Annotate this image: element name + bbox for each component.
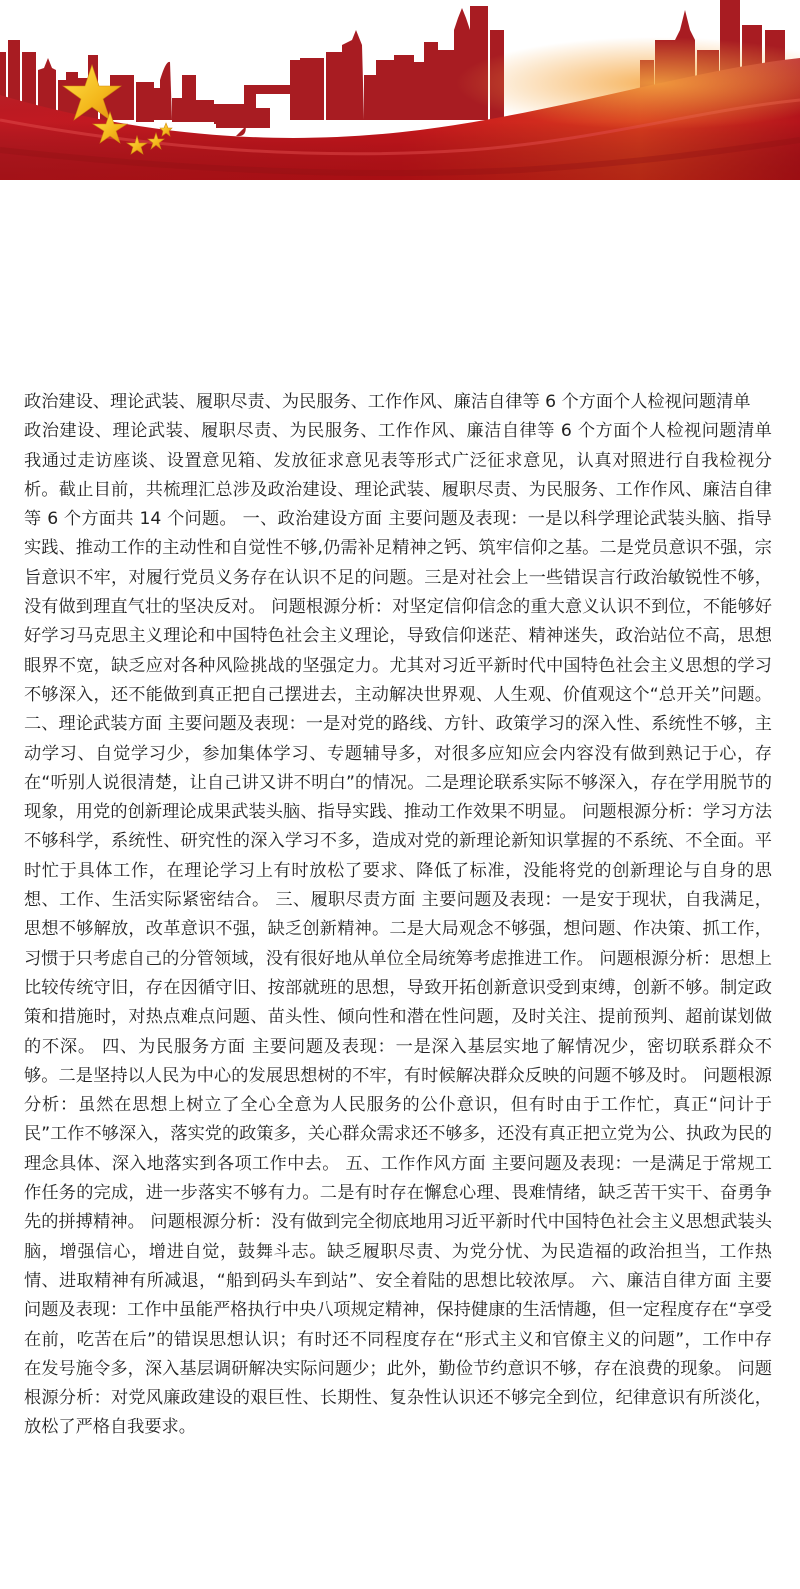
document-title: 政治建设、理论武装、履职尽责、为民服务、工作作风、廉洁自律等 6 个方面个人检视问题清单: [24, 392, 751, 412]
document-paragraph: 政治建设、理论武装、履职尽责、为民服务、工作作风、廉洁自律等 6 个方面个人检视问题清单 我通过走访座谈、设置意见箱、发放征求意见表等形式广泛征求意见，认真对照进行自我检视分析。截止目前，共梳理汇总涉及政治建设、理论武装、履职尽责、为民服务、工作作风、廉洁自律等 6 个方面共 14 个问题。 一、政治建设方面 主要问题及表现：一是以科学理论武装头脑、指导实践、推动工作的主动性和自觉性不够,仍需补足精神之钙、筑牢信仰之基。二是党员意识不强，宗旨意识不牢，对履行党员义务存在认识不足的问题。三是对社会上一些错误言行政治敏锐性不够，没有做到理直气壮的坚决反对。 问题根源分析：对坚定信仰信念的重大意义认识不到位，不能够好好学习马克思主义理论和中国特色社会主义理论，导致信仰迷茫、精神迷失，政治站位不高，思想眼界不宽，缺乏应对各种风险挑战的坚强定力。尤其对习近平新时代中国特色社会主义思想的学习不够深入，还不能做到真正把自己摆进去，主动解决世界观、人生观、价值观这个“总开关”问题。 二、理论武装方面 主要问题及表现：一是对党的路线、方针、政策学习的深入性、系统性不够，主动学习、自觉学习少，参加集体学习、专题辅导多，对很多应知应会内容没有做到熟记于心，存在“听别人说很清楚，让自己讲又讲不明白”的情况。二是理论联系实际不够深入，存在学用脱节的现象，用党的创新理论成果武装头脑、指导实践、推动工作效果不明显。 问题根源分析：学习方法不够科学，系统性、研究性的深入学习不多，造成对党的新理论新知识掌握的不系统、不全面。平时忙于具体工作，在理论学习上有时放松了要求、降低了标准，没能将党的创新理论与自身的思想、工作、生活实际紧密结合。 三、履职尽责方面 主要问题及表现：一是安于现状，自我满足，思想不够解放，改革意识不强，缺乏创新精神。二是大局观念不够强，想问题、作决策、抓工作，习惯于只考虑自己的分管领域，没有很好地从单位全局统筹考虑推进工作。 问题根源分析：思想上比较传统守旧，存在因循守旧、按部就班的思想，导致开拓创新意识受到束缚，创新不够。制定政策和措施时，对热点难点问题、苗头性、倾向性和潜在性问题，及时关注、提前预判、超前谋划做的不深。 四、为民服务方面 主要问题及表现：一是深入基层实地了解情况少，密切联系群众不够。二是坚持以人民为中心的发展思想树的不牢，有时候解决群众反映的问题不够及时。 问题根源分析：虽然在思想上树立了全心全意为人民服务的公仆意识，但有时由于工作忙，真正“问计于民”工作不够深入，落实党的政策多，关心群众需求还不够多，还没有真正把立党为公、执政为民的理念具体、深入地落实到各项工作中去。 五、工作作风方面 主要问题及表现：一是满足于常规工作任务的完成，进一步落实不够有力。二是有时存在懈怠心理、畏难情绪，缺乏苦干实干、奋勇争先的拼搏精神。 问题根源分析：没有做到完全彻底地用习近平新时代中国特色社会主义思想武装头脑，增强信心，增进自觉，鼓舞斗志。缺乏履职尽责、为党分忧、为民造福的政治担当，工作热情、进取精神有所减退，“船到码头车到站”、安全着陆的思想比较浓厚。 六、廉洁自律方面 主要问题及表现：工作中虽能严格执行中央八项规定精神，保持健康的生活情趣，但一定程度存在“享受在前，吃苦在后”的错误思想认识；有时还不同程度存在“形式主义和官僚主义的问题”，工作中存在发号施令多，深入基层调研解决实际问题少；此外，勤俭节约意识不够，存在浪费的现象。 问题根源分析：对党风廉政建设的艰巨性、长期性、复杂性认识还不够完全到位，纪律意识有所淡化，放松了严格自我要求。: [24, 421, 772, 1438]
skyline-flag-illustration: [0, 0, 800, 185]
document-body: [24, 388, 772, 1443]
header-banner: [0, 0, 800, 185]
